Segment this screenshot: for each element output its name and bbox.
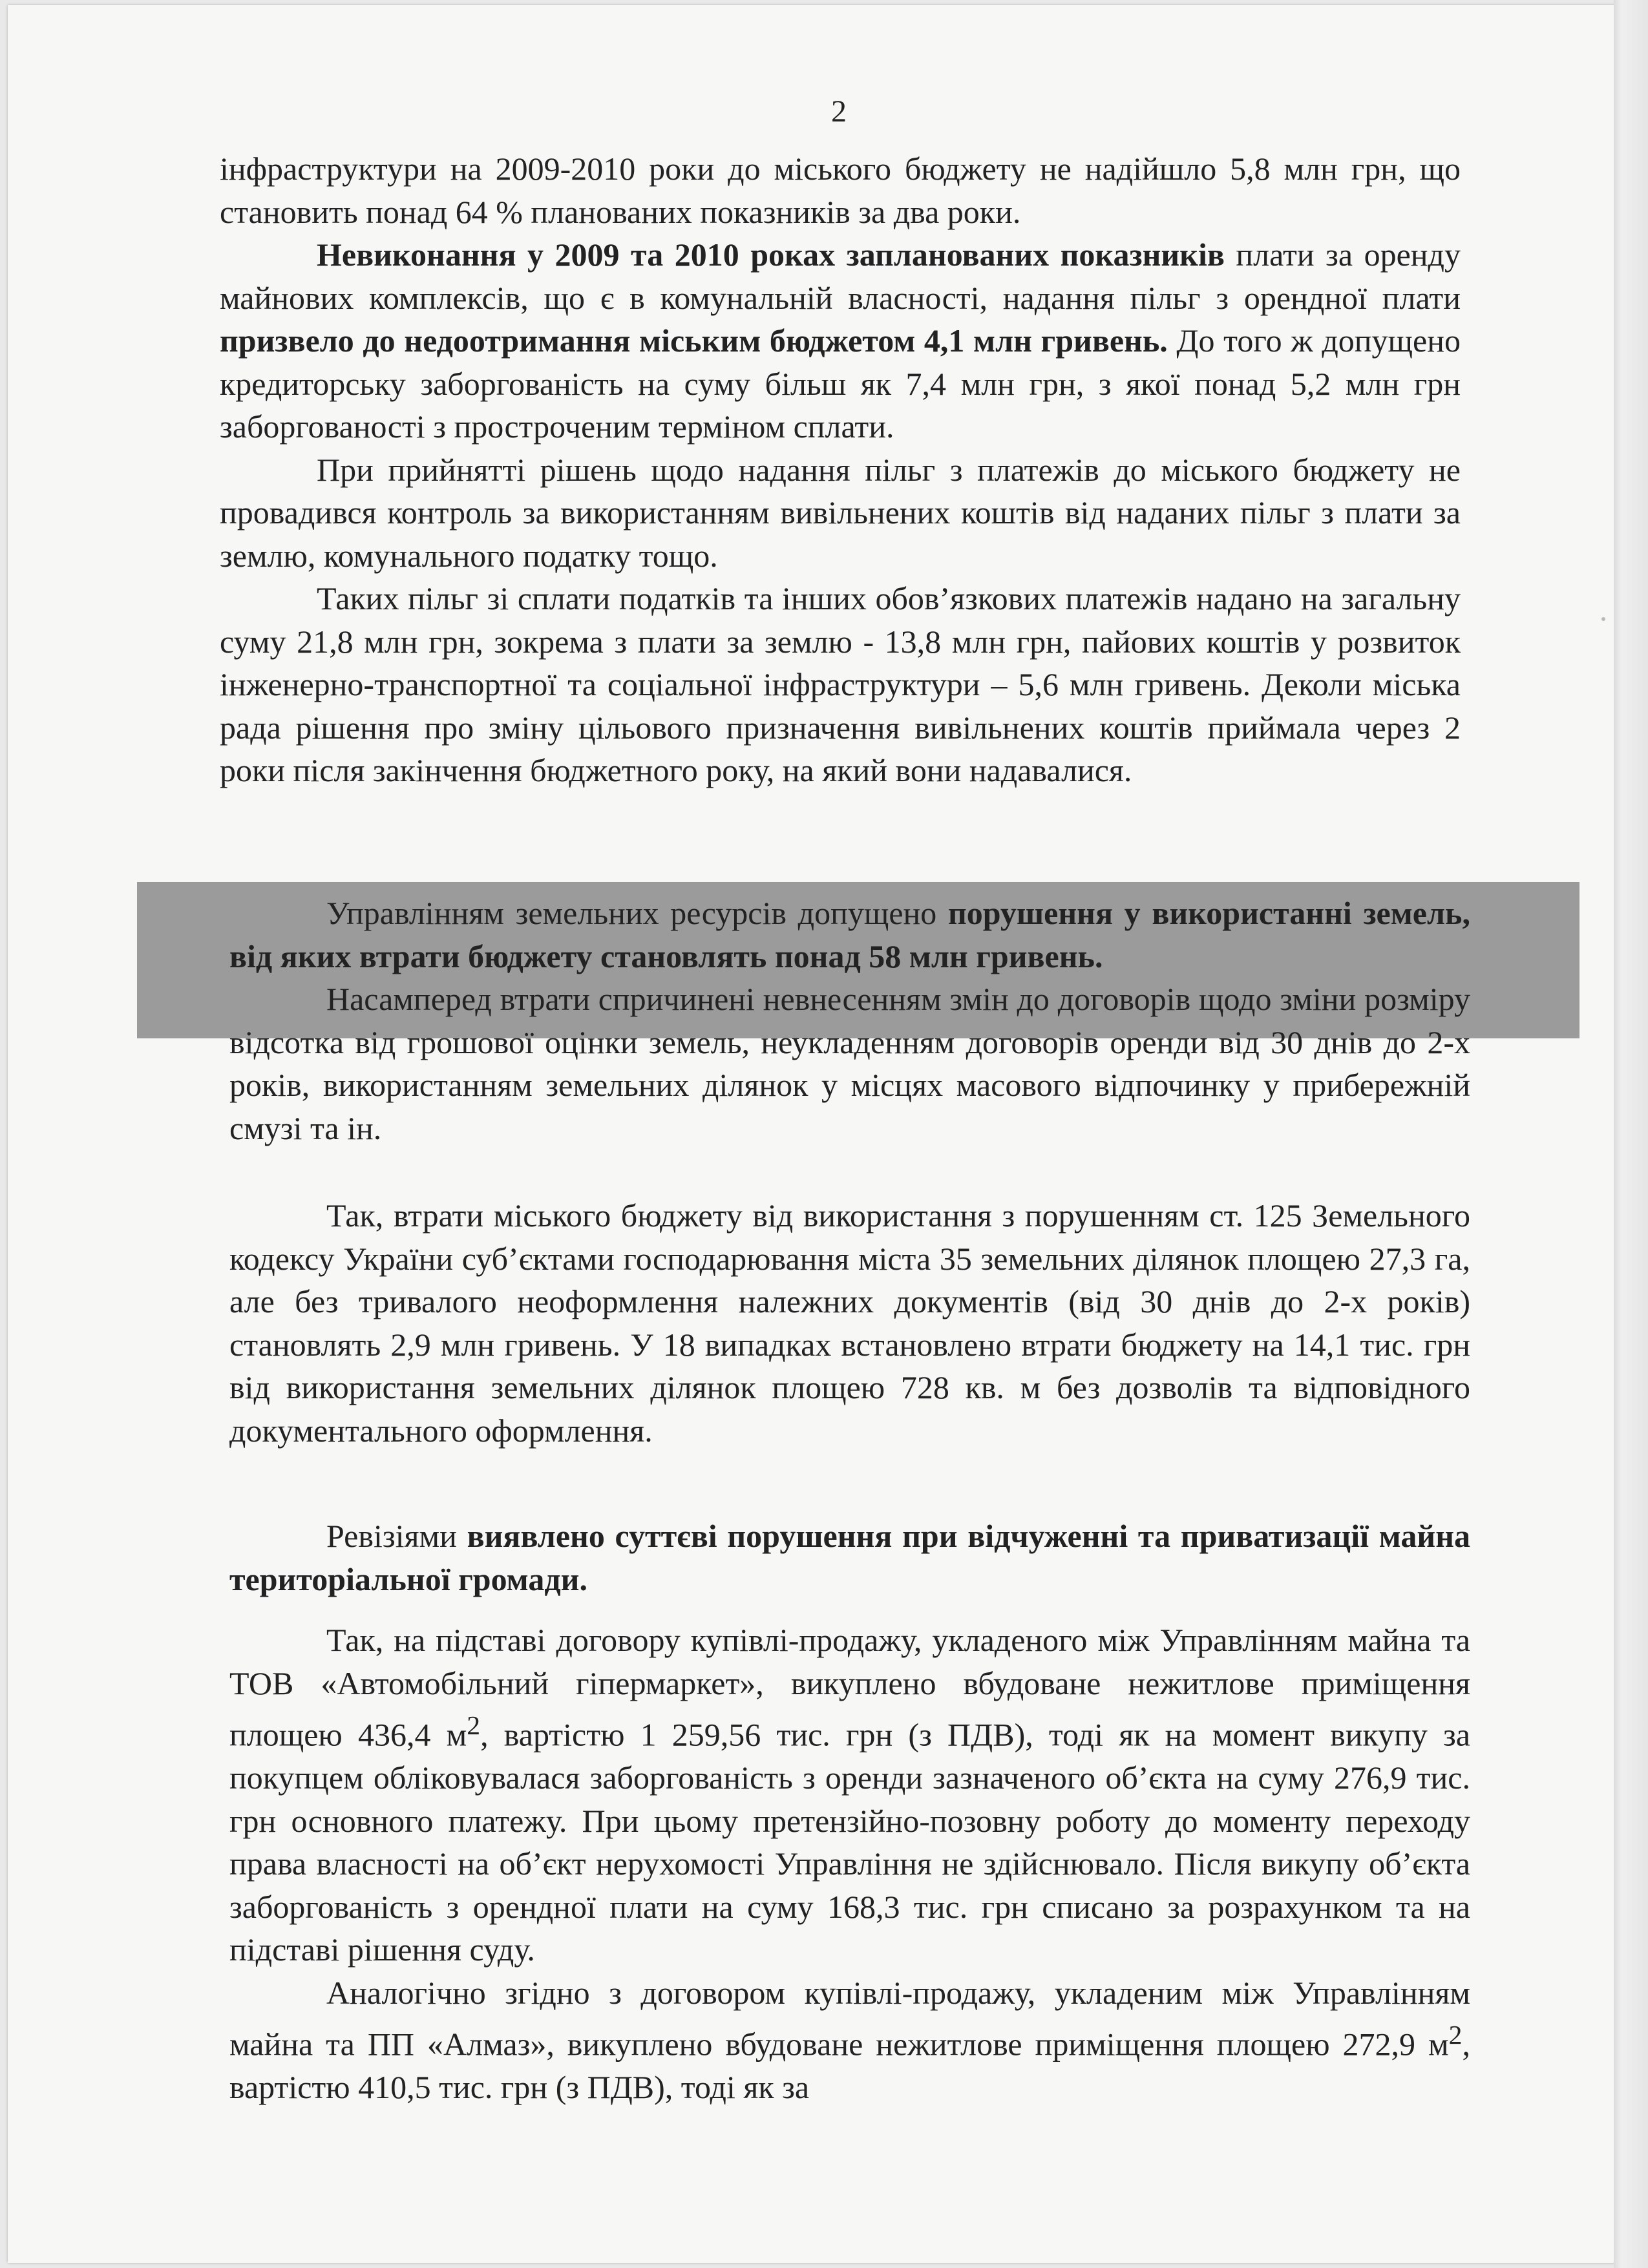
paragraph — [220, 448, 1461, 578]
paragraph-group-4 — [229, 1515, 1470, 1601]
text-run: При прийнятті рішень щодо надання пільг з платежів до міського бюджету не провадився контроль за використанням вивільнених коштів від наданих пільг з плати за землю, комунального податку тощо. — [220, 451, 1461, 574]
paragraph-group-1 — [220, 147, 1461, 792]
text-run: Таких пільг зі сплати податків та інших обов’язкових платежів надано на загальну суму 21,8 млн грн, зокрема з плати за землю - 13,8 млн грн, пайових коштів у розвиток інженерно-транспортної та соціальної інфраструктури – 5,6 млн гривень. Деколи міська рада рішення про зміну цільового призначення вивільнених коштів приймала через 2 роки після закінчення бюджетного року, на який вони надавалися. — [220, 580, 1461, 788]
text-run: Ревізіями — [326, 1518, 467, 1554]
paragraph — [229, 1619, 1470, 1971]
bold-text: Невиконання у 2009 та 2010 роках запланованих показників — [317, 236, 1225, 273]
paragraph-group-3 — [229, 1194, 1470, 1452]
superscript: 2 — [467, 1711, 481, 1741]
text-run: До того ж допущено кредиторську заборгованість на суму більш як 7,4 млн грн, з якої понад 5,2 млн грн заборгованості з простроченим терміном сплати. — [220, 322, 1461, 445]
text-run: плати за оренду майнових комплексів, що є в комунальній власності, надання пільг з орендної плати — [220, 236, 1461, 316]
text-run: , вартістю 410,5 тис. грн (з ПДВ), тоді як за — [229, 2026, 1470, 2106]
paragraph — [229, 978, 1470, 1150]
paragraph — [220, 233, 1461, 448]
bold-text: виявлено суттєві порушення при відчуженні та приватизації майна територіальної громади. — [229, 1518, 1470, 1597]
superscript: 2 — [1448, 2021, 1463, 2051]
text-run: Насамперед втрати спричинені невнесенням змін до договорів щодо зміни розміру відсотка від грошової оцінки земель, неукладенням договорів оренди від 30 днів до 2-х років, використанням земельних ділянок у місцях масового відпочинку у прибережній смузі та ін. — [229, 981, 1470, 1146]
paragraph — [220, 577, 1461, 792]
paragraph — [229, 1515, 1470, 1601]
text-run: Аналогічно згідно з договором купівлі-продажу, укладеним між Управлінням майна та ПП «Алмаз», викуплено вбудоване нежитлове приміщення площею 272,9 м — [229, 1974, 1470, 2063]
text-run: Управлінням земельних ресурсів допущено — [326, 895, 948, 931]
highlighted-paragraph — [229, 892, 1470, 978]
page-number: 2 — [831, 94, 847, 129]
scan-speck — [1601, 617, 1605, 621]
paragraph — [229, 1971, 1470, 2109]
text-run: , вартістю 1 259,56 тис. грн (з ПДВ), тоді як на момент викупу за покупцем обліковувалася заборгованість з оренди зазначеного об’єкта на суму 276,9 тис. грн основного платежу. При цьому претензійно-позовну роботу до моменту переходу права власності на об’єкт нерухомості Управління не здійснювало. Після викупу об’єкта заборгованість з орендної плати на суму 168,3 тис. грн списано за розрахунком та на підставі рішення суду. — [229, 1716, 1470, 1968]
text-run: Так, втрати міського бюджету від використання з порушенням ст. 125 Земельного кодексу України суб’єктами господарювання міста 35 земельних ділянок площею 27,3 га, але без тривалого неоформлення належних документів (від 30 днів до 2-х років) становлять 2,9 млн гривень. У 18 випадках встановлено втрати бюджету на 14,1 тис. грн від використання земельних ділянок площею 728 кв. м без дозволів та відповідного документального оформлення. — [229, 1197, 1470, 1449]
bold-text: порушення у використанні земель, від яких втрати бюджету становлять понад 58 млн гривень. — [229, 895, 1470, 974]
paragraph — [220, 147, 1461, 233]
scan-edge — [1614, 0, 1648, 2268]
paragraph-group-2 — [229, 892, 1470, 1150]
paragraph-group-5 — [229, 1619, 1470, 2109]
text-run: Так, на підставі договору купівлі-продажу, укладеного між Управлінням майна та ТОВ «Автомобільний гіпермаркет», викуплено вбудоване нежитлове приміщення площею 436,4 м — [229, 1622, 1470, 1753]
bold-text: призвело до недоотримання міським бюджетом 4,1 млн гривень. — [220, 322, 1168, 359]
text-run: інфраструктури на 2009-2010 роки до міського бюджету не надійшло 5,8 млн грн, що становить понад 64 % планованих показників за два роки. — [220, 151, 1461, 230]
paragraph — [229, 1194, 1470, 1452]
